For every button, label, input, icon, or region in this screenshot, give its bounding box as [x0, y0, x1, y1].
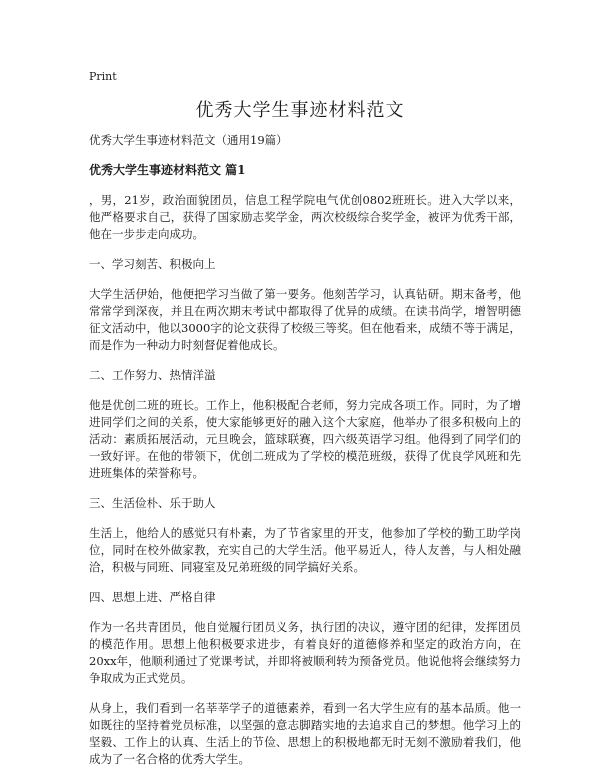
article-heading: 优秀大学生事迹材料范文 篇1: [89, 163, 246, 177]
document-body: [89, 132, 521, 781]
page-title: 优秀大学生事迹材料范文: [195, 100, 405, 121]
section-heading-thought: 四、思想上进、严格自律: [89, 590, 216, 604]
section-body-work: 他是优创二班的班长。工作上，他积极配合老师，努力完成各项工作。同时，为了增进同学们之间的关系，使大家能够更好的融入这个大家庭，他举办了很多积极向上的活动：素质拓展活动，元旦晚会，篮球联赛，四六级英语学习组。他得到了同学们的一致好评。在他的带领下，优创二班成为了学校的模范班级，获得了优良学风班和先进班集体的荣誉称号。: [89, 398, 521, 480]
section-heading-work: 二、工作努力、热情洋溢: [89, 368, 216, 382]
section-body-study: 大学生活伊始，他便把学习当做了第一要务。他刻苦学习，认真钻研。期末备考，他常常学到深夜，并且在两次期末考试中都取得了优异的成绩。在读书尚学，增智明德征文活动中，他以3000字的论文获得了校级三等奖。但在他看来，成绩不等于满足，而是作为一种动力时刻督促着他成长。: [89, 287, 521, 352]
closing-paragraph: 从身上，我们看到一名莘莘学子的道德素养，看到一名大学生应有的基本品质。他一如既往的坚持着党员标准，以坚强的意志脚踏实地的去追求自己的梦想。他学习上的坚毅、工作上的认真、生活上的节俭、思想上的积极地都无时无刻不激励着我们，他成为了一名合格的优秀大学生。: [89, 701, 521, 766]
document-subtitle: 优秀大学生事迹材料范文（通用19篇）: [89, 133, 288, 147]
section-body-life: 生活上，他给人的感觉只有朴素，为了节省家里的开支，他参加了学校的勤工助学岗位，同时在校外做家教，充实自己的大学生活。他平易近人，待人友善，与人相处融洽，积极与同班、同寝室及兄弟班级的同学搞好关系。: [89, 526, 521, 574]
section-heading-study: 一、学习刻苦、积极向上: [89, 257, 216, 271]
intro-paragraph: ，男，21岁，政治面貌团员，信息工程学院电气优创0802班班长。进入大学以来，他严格要求自己，获得了国家励志奖学金，两次校级综合奖学金，被评为优秀干部，他在一步步走向成功。: [89, 193, 521, 241]
print-link[interactable]: Print: [89, 70, 117, 83]
section-body-thought: 作为一名共青团员，他自觉履行团员义务，执行团的决议，遵守团的纪律，发挥团员的模范作用。思想上他积极要求进步，有着良好的道德修养和坚定的政治方向，在20xx年，他顺利通过了党课考试，并即将被顺利转为预备党员。他说他将会继续努力争取成为正式党员。: [89, 620, 521, 685]
section-heading-life: 三、生活俭朴、乐于助人: [89, 496, 216, 510]
